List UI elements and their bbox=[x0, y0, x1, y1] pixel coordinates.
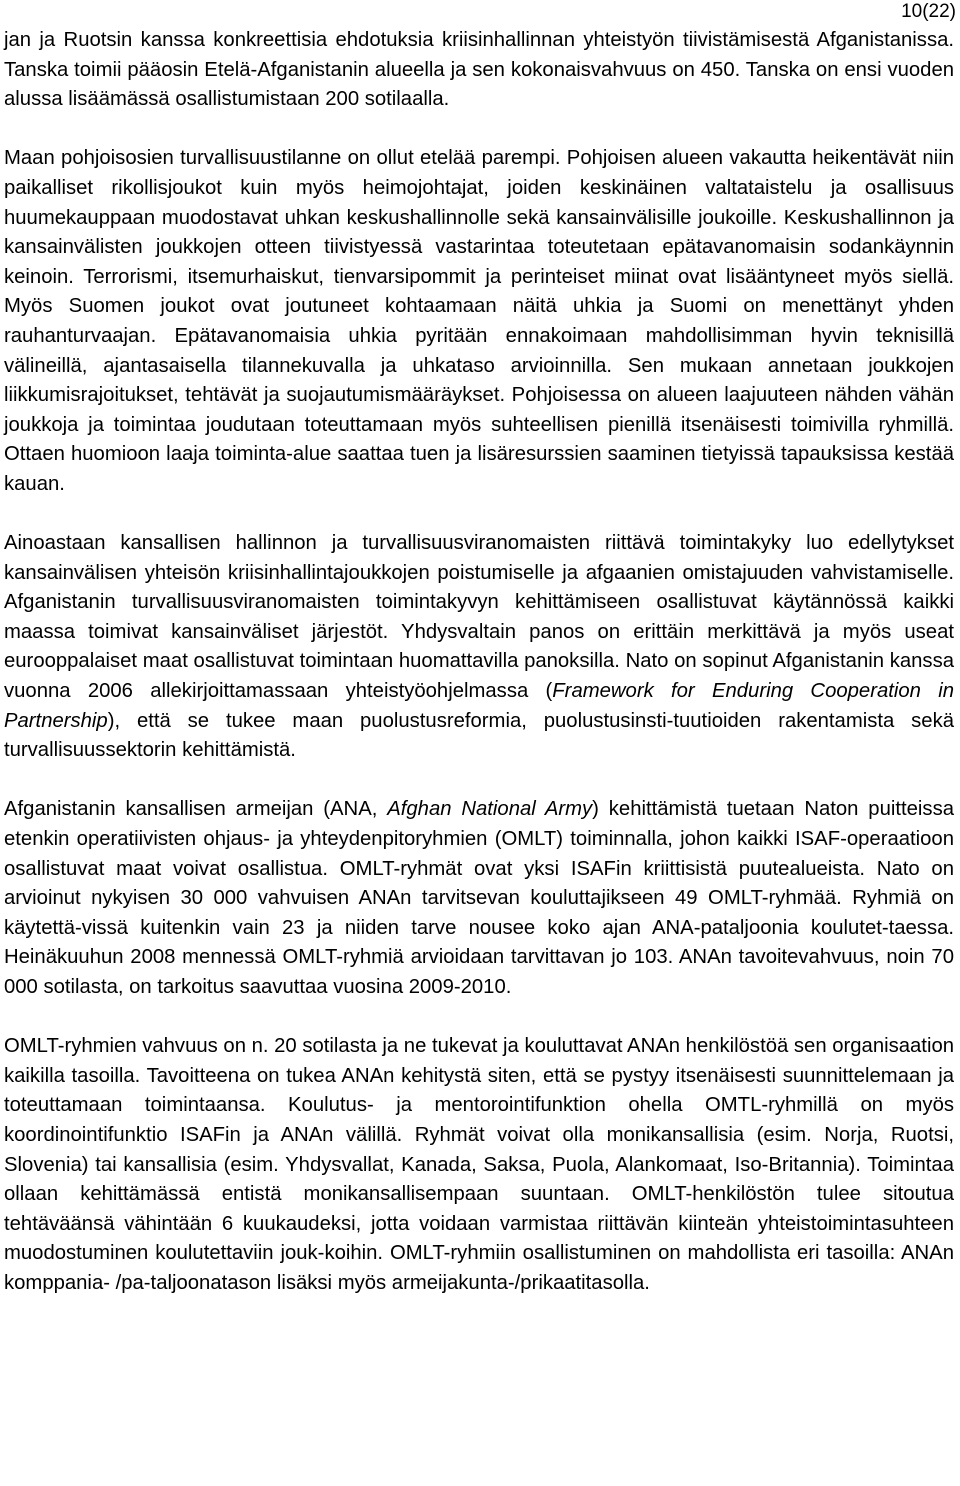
paragraph-text: Afganistanin kansallisen armeijan (ANA, bbox=[4, 798, 388, 821]
paragraph-4 bbox=[4, 795, 954, 1002]
page-number: 10(22) bbox=[901, 1, 956, 22]
paragraph-text: ) kehittämistä tuetaan Naton puitteissa etenkin operatiivisten ohjaus- ja yhteydenpitoryhmien (OMLT) toiminnalla, johon kaikki ISAF-operaatioon osallistuvat maat voivat osallistua. OMLT-ryhmät ovat yksi ISAFin kriittisistä puutealueista. Nato on arvioinut nykyisen 30 000 vahvuisen ANAn tarvitsevan kouluttajikseen 49 OMLT-ryhmää. Ryhmiä on käytettä-vissä kuitenkin vain 23 ja niiden tarve nousee koko ajan ANA-pataljoonia koulutet-taessa. Heinäkuuhun 2008 mennessä OMLT-ryhmiä arvioidaan tarvittavan jo 103. ANAn tavoitevahvuus, noin 70 000 sotilasta, on tarkoitus saavuttaa vuosina 2009-2010. bbox=[4, 798, 954, 998]
document-body bbox=[4, 26, 954, 1299]
paragraph-text: Ainoastaan kansallisen hallinnon ja turvallisuusviranomaisten riittävä toimintakyky luo edellytykset kansainvälisen yhteisön kriisinhallintajoukkojen poistumiselle ja afgaanien omistajuuden vahvistamiselle. Afganistanin turvallisuusviranomaisten toimintakyvyn kehittämiseen osallistuvat käytännössä kaikki maassa toimivat kansainväliset järjestöt. Yhdysvaltain panos on erittäin merkittävä ja myös useat eurooppalaiset maat osallistuvat toimintaan huomattavilla panoksilla. Nato on sopinut Afganistanin kanssa vuonna 2006 allekirjoittamassaan yhteistyöohjelmassa ( bbox=[4, 532, 954, 703]
paragraph-2 bbox=[4, 144, 954, 499]
italic-title-framework: Framework for Enduring Cooperation in Partnership bbox=[4, 680, 954, 732]
paragraph-5 bbox=[4, 1032, 954, 1298]
paragraph-text: ), että se tukee maan puolustusreformia, puolustusinsti-tuutioiden rakentamista sekä turvallisuussektorin kehittämistä. bbox=[4, 709, 954, 762]
paragraph-1 bbox=[4, 26, 954, 115]
paragraph-text: Maan pohjoisosien turvallisuustilanne on ollut etelää parempi. Pohjoisen alueen vakautta heikentävät niin paikalliset rikollisjoukot kuin myös heimojohtajat, joiden keskinäinen valtataistelu ja osallisuus huumekauppaan muodostavat uhkan keskushallinnolle sekä kansainvälisille joukoille. Keskushallinnon ja kansainvälisten joukkojen otteen tiivistyessä vastarintaa toteutetaan epätavanomaisin sodankäynnin keinoin. Terrorismi, itsemurhaiskut, tienvarsipommit ja perinteiset miinat ovat lisääntyneet myös siellä. Myös Suomen joukot ovat joutuneet kohtaamaan näitä uhkia ja Suomi on menettänyt yhden rauhanturvaajan. Epätavanomaisia uhkia pyritään ennakoimaan mahdollisimman hyvin teknisillä välineillä, ajantasaisella tilannekuvalla ja uhkataso arvioinnilla. Sen mukaan annetaan joukkojen liikkumisrajoitukset, tehtävät ja suojautumismääräykset. Pohjoisessa on alueen laajuuteen nähden vähän joukkoja ja toimintaa joudutaan toteuttamaan myös suhteellisen pienillä itsenäisesti toimivilla ryhmillä. Ottaen huomioon laaja toiminta-alue saattaa tuen ja lisäresurssien saaminen tietyissä tapauksissa kestää kauan. bbox=[4, 147, 954, 495]
paragraph-text: OMLT-ryhmien vahvuus on n. 20 sotilasta ja ne tukevat ja kouluttavat ANAn henkilöstöä sen organisaation kaikilla tasoilla. Tavoitteena on tukea ANAn kehitystä siten, että se pystyy itsenäisesti suunnittelemaan ja toteuttamaan toimintaansa. Koulutus- ja mentorointifunktion ohella OMTL-ryhmillä on myös koordinointifunktio ISAFin ja ANAn välillä. Ryhmät voivat olla monikansallisia (esim. Norja, Ruotsi, Slovenia) tai kansallisia (esim. Yhdysvallat, Kanada, Saksa, Puola, Alankomaat, Iso-Britannia). Toimintaa ollaan kehittämässä entistä monikansallisempaan suuntaan. OMLT-henkilöstön tulee sitoutua tehtäväänsä vähintään 6 kuukaudeksi, jotta voidaan varmistaa riittävän kiinteän yhteistoimintasuhteen muodostuminen koulutettaviin jouk-koihin. OMLT-ryhmiin osallistuminen on mahdollista eri tasoilla: ANAn komppania- /pa-taljoonatason lisäksi myös armeijakunta-/prikaatitasolla. bbox=[4, 1035, 955, 1294]
paragraph-3 bbox=[4, 529, 954, 766]
paragraph-text: jan ja Ruotsin kanssa konkreettisia ehdotuksia kriisinhallinnan yhteistyön tiivistämisestä Afganistanissa. Tanska toimii pääosin Etelä-Afganistanin alueella ja sen kokonaisvahvuus on 450. Tanska on ensi vuoden alussa lisäämässä osallistumistaan 200 sotilaalla. bbox=[4, 29, 954, 111]
italic-term-afghan-national-army: Afghan National Army bbox=[387, 798, 593, 821]
